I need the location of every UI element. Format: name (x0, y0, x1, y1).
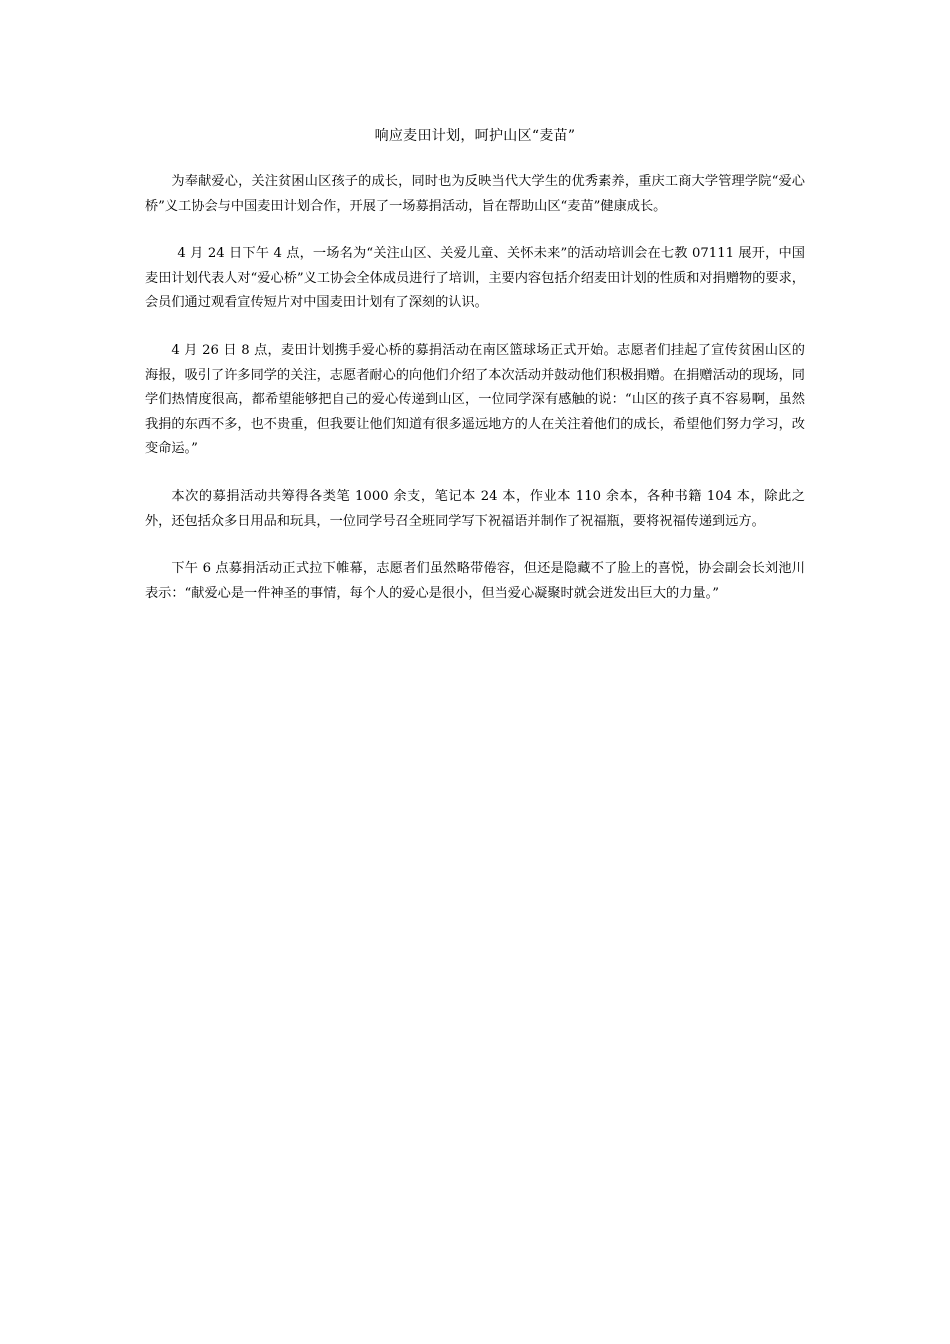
paragraph-intro: 为奉献爱心，关注贫困山区孩子的成长，同时也为反映当代大学生的优秀素养，重庆工商大学管理学院“爱心桥”义工协会与中国麦田计划合作，开展了一场募捐活动，旨在帮助山区“麦苗”健康成长。 (145, 174, 805, 214)
paragraph-results: 本次的募捐活动共筹得各类笔 1000 余支，笔记本 24 本，作业本 110 余本，各种书籍 104 本，除此之外，还包括众多日用品和玩具，一位同学号召全班同学写下祝福语并制作了祝福瓶，要将祝福传递到远方。 (145, 488, 805, 529)
paragraph-event: 4 月 26 日 8 点，麦田计划携手爱心桥的募捐活动在南区篮球场正式开始。志愿者们挂起了宣传贫困山区的海报，吸引了许多同学的关注，志愿者耐心的向他们介绍了本次活动并鼓动他们积极捐赠。在捐赠活动的现场，同学们热情度很高，都希望能够把自己的爱心传递到山区，一位同学深有感触的说：“山区的孩子真不容易啊，虽然我捐的东西不多，也不贵重，但我要让他们知道有很多遥远地方的人在关注着他们的成长，希望他们努力学习，改变命运。” (145, 342, 805, 457)
paragraph-closing: 下午 6 点募捐活动正式拉下帷幕，志愿者们虽然略带倦容，但还是隐藏不了脸上的喜悦，协会副会长刘池川表示：“献爱心是一件神圣的事情，每个人的爱心是很小，但当爱心凝聚时就会迸发出巨大的力量。” (145, 561, 805, 601)
paragraph-training: 4 月 24 日下午 4 点，一场名为“关注山区、关爱儿童、关怀未来”的活动培训会在七教 07111 展开，中国麦田计划代表人对“爱心桥”义工协会全体成员进行了培训，主要内容包括介绍麦田计划的性质和对捐赠物的要求，会员们通过观看宣传短片对中国麦田计划有了深刻的认识。 (145, 246, 805, 311)
document-title: 响应麦田计划，呵护山区“麦苗” (374, 128, 576, 144)
document-body (145, 124, 805, 629)
